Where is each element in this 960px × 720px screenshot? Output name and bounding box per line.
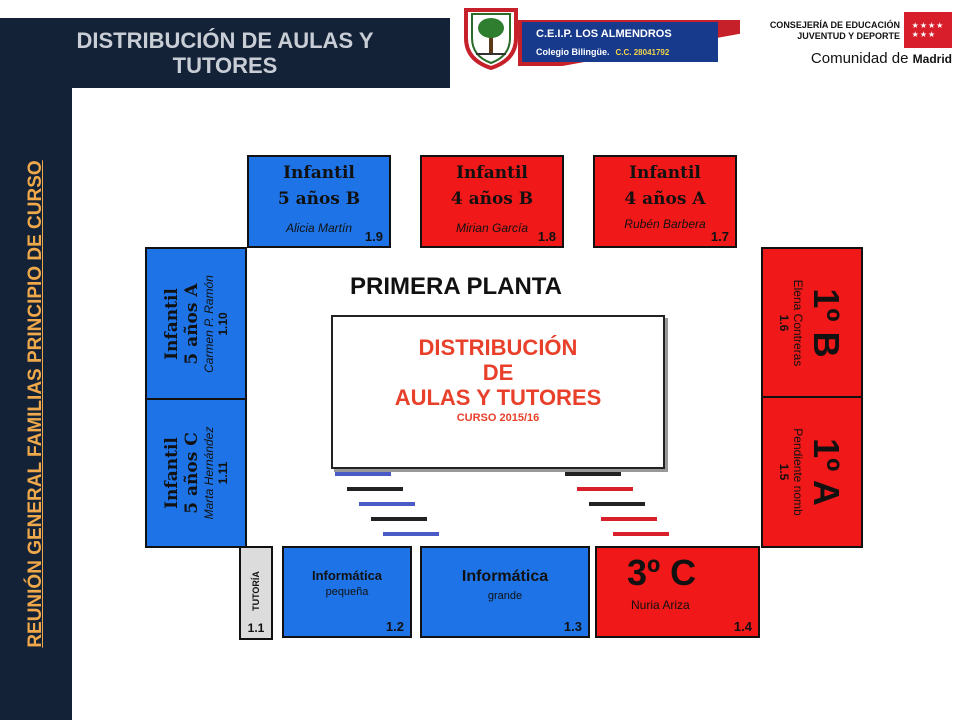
course-label: CURSO 2015/16 (456, 412, 540, 424)
slide-header (0, 18, 450, 88)
comunidad-madrid-label: Comunidad de Madrid (810, 50, 952, 67)
school-banner (518, 20, 740, 70)
floor-title: PRIMERA PLANTA (350, 273, 562, 300)
room-1-6: 1º B Elena Contreras 1.6 (761, 247, 863, 398)
school-subtitle: Colegio Bilingüe. C.C. 28041792 (536, 47, 670, 57)
slide-title-line1: DISTRIBUCIÓN DE AULAS Y (76, 28, 374, 53)
room-1-3: Informática grande 1.3 (420, 546, 590, 638)
slide-title-line2: TUTORES (172, 53, 278, 78)
room-1-4: 3º C Nuria Ariza 1.4 (595, 546, 760, 638)
consejeria-label: CONSEJERÍA DE EDUCACIÓN JUVENTUD Y DEPORTE (769, 20, 900, 41)
room-1-1: TUTORÍA 1.1 (239, 546, 273, 640)
school-crest-icon (458, 4, 524, 70)
room-1-2: Informática pequeña 1.2 (282, 546, 412, 638)
room-1-10: Infantil 5 años A Carmen P. Ramón 1.10 (145, 247, 247, 400)
vertical-meeting-title: REUNIÓN GENERAL FAMILIAS PRINCIPIO DE CURSO (25, 160, 46, 648)
room-1-7: Infantil 4 años A Rubén Barbera 1.7 (593, 155, 737, 248)
distribution-card: DISTRIBUCIÓN DE AULAS Y TUTORES CURSO 2015/16 (331, 315, 665, 469)
room-1-11: Infantil 5 años C Marta Hernández 1.11 (145, 398, 247, 548)
room-1-9: Infantil 5 años B Alicia Martín 1.9 (247, 155, 391, 248)
room-1-8: Infantil 4 años B Mirian García 1.8 (420, 155, 564, 248)
school-name: C.E.I.P. LOS ALMENDROS (536, 28, 672, 40)
school-code: C.C. 28041792 (615, 48, 670, 57)
madrid-flag-icon: ★★★★ ★★★ (904, 12, 952, 48)
floor-plan (145, 155, 863, 645)
banner-blue-plate (522, 22, 718, 62)
room-1-5: 1º A Pendiente nomb 1.5 (761, 396, 863, 548)
